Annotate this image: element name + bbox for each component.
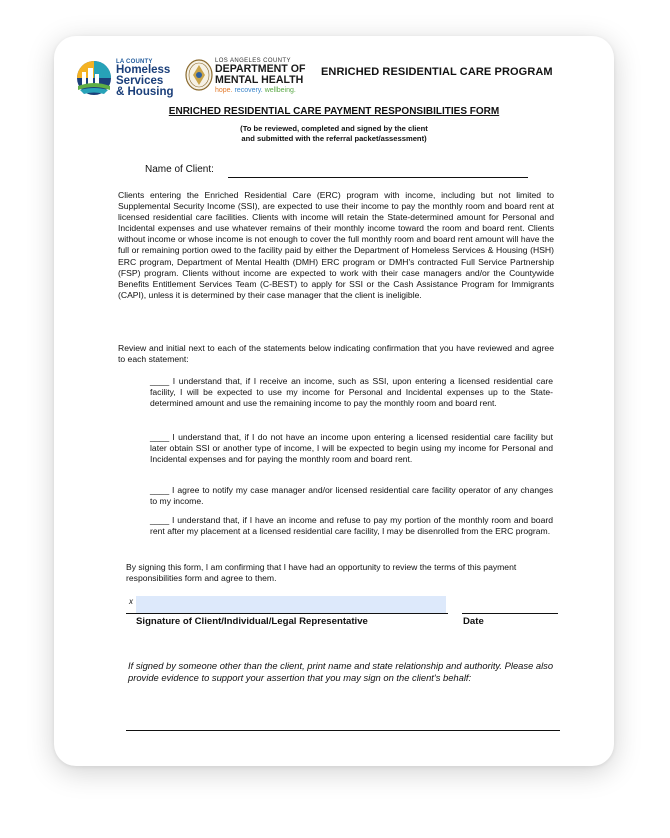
dmh-tag-hope: hope.	[215, 87, 235, 94]
dmh-tag-recovery: recovery.	[234, 87, 265, 94]
form-subtitle-line2: and submitted with the referral packet/assessment)	[241, 134, 427, 143]
form-title: ENRICHED RESIDENTIAL CARE PAYMENT RESPONSIBILITIES FORM	[168, 106, 500, 117]
document-card	[54, 36, 614, 766]
statement-3[interactable]: ____ I agree to notify my case manager and/or licensed residential care facility operator of any changes to my income.	[150, 485, 553, 507]
client-name-label: Name of Client:	[145, 164, 214, 175]
representative-info-line[interactable]	[126, 730, 560, 731]
representative-instructions: If signed by someone other than the client, print name and state relationship and authority. Please also provide evidence to support your assertion that you may sign on the client's behalf:	[128, 660, 554, 683]
dmh-logo-line2: MENTAL HEALTH	[215, 74, 304, 86]
hsh-logo-line1: Homeless	[116, 64, 171, 76]
signature-input[interactable]	[136, 596, 446, 613]
hsh-logo-county: LA COUNTY	[116, 59, 153, 65]
consent-paragraph: By signing this form, I am confirming that I have had an opportunity to review the terms of this payment responsibilities form and agree to them.	[126, 562, 517, 584]
review-instructions: Review and initial next to each of the statements below indicating confirmation that you have reviewed and agree to each statement:	[118, 343, 554, 365]
dmh-logo	[185, 56, 315, 98]
hsh-logo-line3: & Housing	[116, 86, 174, 98]
signature-label: Signature of Client/Individual/Legal Representative	[136, 616, 368, 627]
signature-line	[126, 613, 448, 614]
intro-paragraph: Clients entering the Enriched Residential Care (ERC) program with income, including but not limited to Supplemental Security Income (SSI), are expected to use their income to pay the monthly room and board rent at licensed residential care facilities. Clients with income will retain the State-determined amount for Personal and Incidental expenses and use whatever remains of their monthly income toward the room and board rent. Clients without income or whose income is not enough to cover the full monthly room and board rent amount will have the full or remaining portion owed to the facility paid by either the Department of Homeless Services & Housing (HSH) ERC program, Department of Mental Health (DMH) ERC program or DMH's contracted Full Service Partnership (FSP) program. Clients without income are expected to work with their case managers and/or the Countywide Benefits Entitlement Services Team (C-BEST) to apply for SSI or the Cash Assistance Program for Immigrants (CAPI), unless it is determined by their case manager that the client is ineligible.	[118, 190, 554, 300]
form-subtitle-line1: (To be reviewed, completed and signed by the client	[240, 124, 428, 133]
dmh-tagline	[215, 87, 305, 94]
date-line[interactable]	[462, 613, 558, 614]
program-title: ENRICHED RESIDENTIAL CARE PROGRAM	[321, 66, 553, 78]
hsh-logo	[74, 58, 186, 98]
hsh-logo-line2: Services	[116, 75, 164, 87]
signature-mark: x	[129, 597, 133, 606]
statement-2[interactable]: ____ I understand that, if I do not have an income upon entering a licensed residential care facility but later obtain SSI or another type of income, I will be expected to begin using my income for Personal and Incidental expenses and for paying the monthly room and board rent.	[150, 432, 553, 465]
dmh-logo-county: LOS ANGELES COUNTY	[215, 58, 291, 64]
form-page	[54, 36, 614, 766]
date-label: Date	[463, 616, 484, 627]
dmh-logo-line1: DEPARTMENT OF	[215, 63, 306, 75]
form-subtitle	[54, 124, 614, 144]
statement-4[interactable]: ____ I understand that, if I have an income and refuse to pay my portion of the monthly room and board rent after my placement at a licensed residential care facility, I may be disenrolled from the ERC program.	[150, 515, 553, 537]
statement-1[interactable]: ____ I understand that, if I receive an income, such as SSI, upon entering a licensed residential care facility, I will be expected to use my income for Personal and Incidental expenses up to the State-determined amount and use the remaining income to pay the monthly room and board rent.	[150, 376, 553, 409]
dmh-tag-wellbeing: wellbeing.	[264, 87, 296, 94]
hsh-sun-icon	[74, 58, 114, 96]
county-seal-icon	[185, 58, 213, 92]
client-name-field[interactable]	[228, 177, 528, 178]
